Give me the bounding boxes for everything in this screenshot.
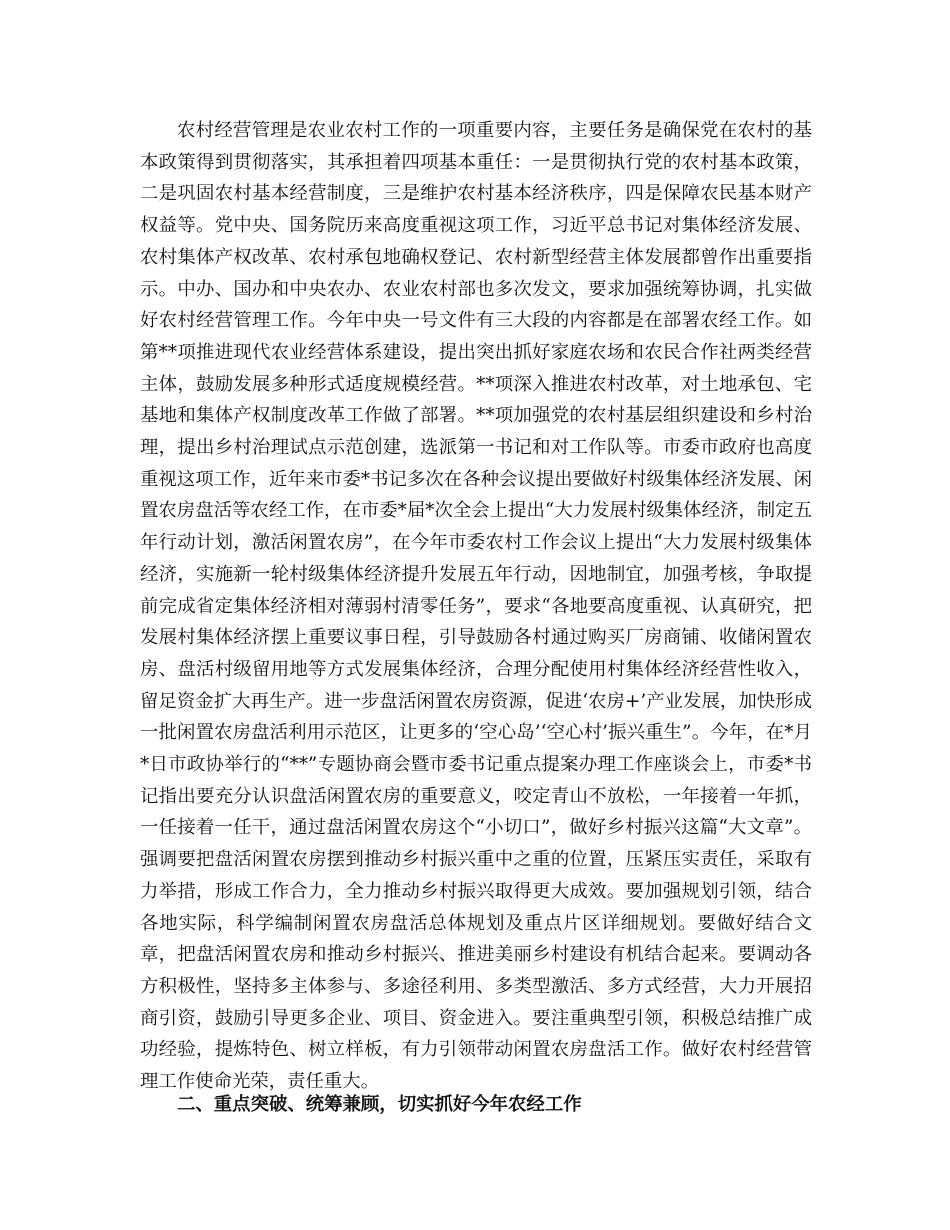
- body-paragraph: 农村经营管理是农业农村工作的一项重要内容，主要任务是确保党在农村的基本政策得到贯彻落实，其承担着四项基本重任：一是贯彻执行党的农村基本政策，二是巩固农村基本经营制度，三是维护农村基本经济秩序，四是保障农民基本财产权益等。党中央、国务院历来高度重视这项工作，习近平总书记对集体经济发展、农村集体产权改革、农村承包地确权登记、农村新型经营主体发展都曾作出重要指示。中办、国办和中央农办、农业农村部也多次发文，要求加强统筹协调，扎实做好农村经营管理工作。今年中央一号文件有三大段的内容都是在部署农经工作。如第**项推进现代农业经营体系建设，提出突出抓好家庭农场和农民合作社两类经营主体，鼓励发展多种形式适度规模经营。**项深入推进农村改革，对土地承包、宅基地和集体产权制度改革工作做了部署。**项加强党的农村基层组织建设和乡村治理，提出乡村治理试点示范创建，选派第一书记和对工作队等。市委市政府也高度重视这项工作，近年来市委*书记多次在各种会议提出要做好村级集体经济发展、闲置农房盘活等农经工作，在市委*届*次全会上提出“大力发展村级集体经济，制定五年行动计划，激活闲置农房”，在今年市委农村工作会议上提出“大力发展村级集体经济，实施新一轮村级集体经济提升发展五年行动，因地制宜，加强考核，争取提前完成省定集体经济相对薄弱村清零任务”，要求“各地要高度重视、认真研究，把发展村集体经济摆上重要议事日程，引导鼓励各村通过购买厂房商铺、收储闲置农房、盘活村级留用地等方式发展集体经济，合理分配使用村集体经济经营性收入，留足资金扩大再生产。进一步盘活闲置农房资源，促进‘农房+’产业发展，加快形成一批闲置农房盘活利用示范区，让更多的‘空心岛’‘空心村’振兴重生”。今年，在*月*日市政协举行的“**”专题协商会暨市委书记重点提案办理工作座谈会上，市委*书记指出要充分认识盘活闲置农房的重要意义，咬定青山不放松，一年接着一年抓，一任接着一任干，通过盘活闲置农房这个“小切口”，做好乡村振兴这篇“大文章”。强调要把盘活闲置农房摆到推动乡村振兴重中之重的位置，压紧压实责任，采取有力举措，形成工作合力，全力推动乡村振兴取得更大成效。要加强规划引领，结合各地实际，科学编制闲置农房盘活总体规划及重点片区详细规划。要做好结合文章，把盘活闲置农房和推动乡村振兴、推进美丽乡村建设有机结合起来。要调动各方积极性，坚持多主体参与、多途径利用、多类型激活、多方式经营，大力开展招商引资，鼓励引导更多企业、项目、资金进入。要注重典型引领，积极总结推广成功经验，提炼特色、树立样板，有力引领带动闲置农房盘活工作。做好农村经营管理工作使命光荣，责任重大。: [140, 120, 812, 1093]
- section-heading: 二、重点突破、统筹兼顾，切实抓好今年农经工作: [177, 1094, 582, 1115]
